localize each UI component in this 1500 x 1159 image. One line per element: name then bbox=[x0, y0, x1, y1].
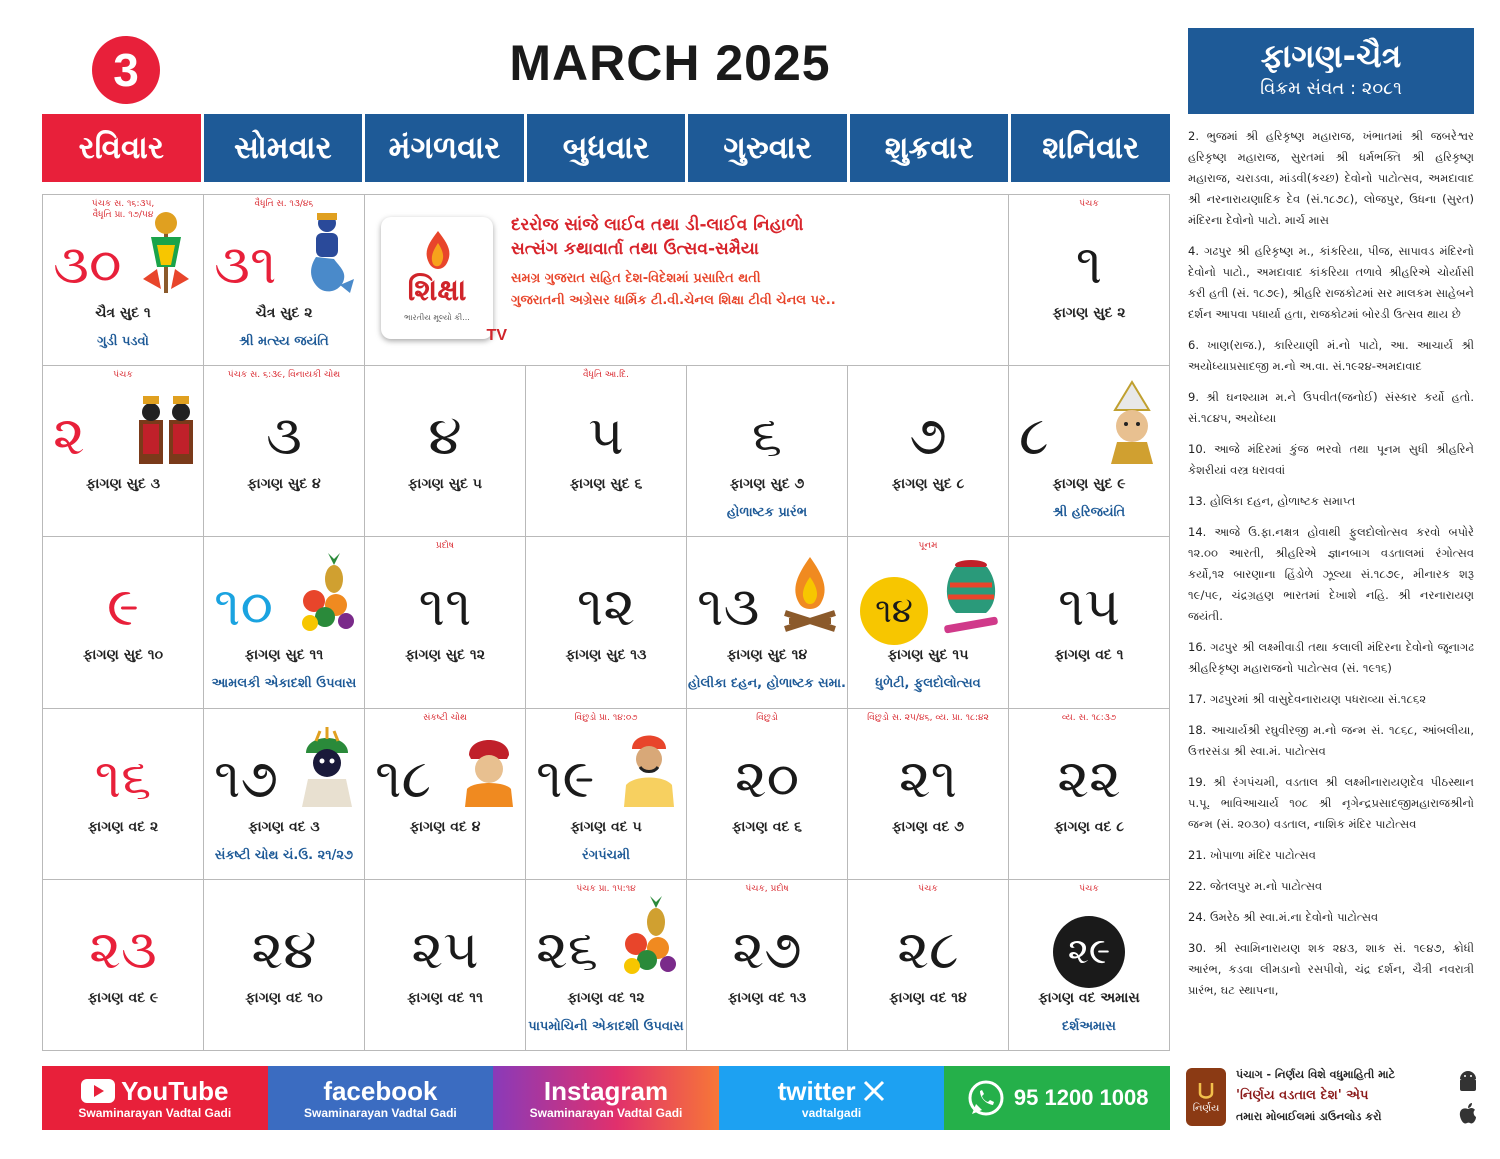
day-note: પંચક પ્રા. ૧૫:૧૪ bbox=[576, 883, 636, 894]
event-item: 17. ગઢપુરમાં શ્રી વાસુદેવનારાયણ પધરાવ્યા સં.૧૮૬૨ bbox=[1188, 692, 1427, 706]
promo-line-1: દરરોજ સાંજે લાઈવ તથા ડી-લાઈવ નિહાળો bbox=[511, 215, 804, 235]
shiksha-tagline: ભારતીય મૂલ્યો કી... bbox=[404, 313, 470, 322]
day-note: વ્ય. સ. ૧૮:૩૭ bbox=[1061, 712, 1117, 723]
day-number: ૧૭ bbox=[214, 746, 278, 810]
day-festival: રંગપંચમી bbox=[582, 847, 630, 863]
day-cell[interactable] bbox=[204, 537, 365, 708]
day-cell[interactable] bbox=[365, 709, 526, 880]
day-tithi: ફાગણ સુદ ૩ bbox=[85, 476, 161, 493]
day-tithi: ફાગણ વદ ૪ bbox=[409, 818, 481, 835]
day-number: ૫ bbox=[588, 404, 624, 468]
day-number: ૨૭ bbox=[732, 917, 802, 981]
deities-icon bbox=[137, 380, 195, 466]
day-cell[interactable] bbox=[1009, 195, 1170, 366]
day-note: વિંછુડો bbox=[756, 712, 778, 723]
portrait-icon bbox=[620, 723, 678, 809]
event-item: 4. ગઢપુર શ્રી હરિકૃષ્ણ મ., કાંકરિયા, પીજ, સાપાવડ મંદિરનો દેવોનો પાટો., અમદાવાદ કાંકરિયા તળાવે શ્રીહરિએ ચોર્યાસી કરી હતી (સં. ૧૮૭૯), શ્રીહરિ રાજકોટમાં સર માલકમ સાહેબને દર્શન આપવા પધાર્યા હતા, રાજકોટમાં બોરડી ઉત્સવ થાય છે bbox=[1188, 244, 1474, 321]
day-cell[interactable] bbox=[687, 366, 848, 537]
twitter-link[interactable] bbox=[719, 1066, 945, 1130]
day-note: વિંછુડો સ. ૨૫/૪૬, વ્ય. પ્રા. ૧૮:૪૨ bbox=[867, 712, 989, 723]
nirnay-emblem-icon bbox=[1197, 1081, 1215, 1103]
sidebar-subtitle: વિક્રમ સંવત : ૨૦૮૧ bbox=[1260, 78, 1402, 99]
day-number: ૧૫ bbox=[1058, 575, 1120, 639]
event-item: 22. જેતલપુર મ.નો પાટોત્સવ bbox=[1188, 879, 1323, 893]
day-festival: આમલકી એકાદશી ઉપવાસ bbox=[211, 676, 357, 692]
harikrishna-icon bbox=[1103, 380, 1161, 466]
day-tithi: ફાગણ સુદ ૮ bbox=[891, 476, 965, 493]
event-item: 19. શ્રી રંગપંચમી, વડતાલ શ્રી લક્ષ્મીનારાયણદેવ પીઠસ્થાન પ.પૂ. ભાવિઆચાર્ય ૧૦૮ શ્રી નૃગેન્દ્રપ્રસાદજીમહારાજશ્રીનો જન્મ (સં. ૨૦૩૦) વડતાલ, નાશિક મંદિર પાટોત્સવ bbox=[1188, 775, 1474, 831]
day-number: ૩૦ bbox=[53, 233, 122, 296]
day-number: ૩ bbox=[266, 404, 302, 468]
nirnay-app-logo[interactable] bbox=[1186, 1068, 1226, 1126]
whatsapp-link[interactable] bbox=[944, 1066, 1170, 1130]
day-number: ૨૩ bbox=[89, 917, 157, 981]
day-note: પંચક સ. ૬:૩૯, વિનાયકી ચોથ bbox=[227, 370, 341, 381]
day-number: ૨૫ bbox=[411, 917, 479, 981]
day-number: ૧૦ bbox=[214, 575, 273, 639]
day-note: પંચક સ. ૧૬:૩૫, વૈધૃતિ પ્રા. ૧૭/૫૪ bbox=[91, 199, 155, 220]
event-item: 9. શ્રી ઘનશ્યામ મ.ને ઉપવીત(જનોઈ) સંસ્કાર કર્યો હતો. સં.૧૮૪૫, અયોધ્યા bbox=[1188, 390, 1474, 425]
day-number: ૭ bbox=[909, 404, 947, 468]
day-cell[interactable] bbox=[204, 880, 365, 1051]
day-number: ૧૬ bbox=[94, 746, 152, 810]
bonfire-icon bbox=[781, 551, 839, 637]
event-item: 2. ભુજમાં શ્રી હરિકૃષ્ણ મહારાજ, ખંભાતમાં શ્રી જબરેશ્વર હરિકૃષ્ણ મહારાજ, સુરતમાં શ્રી ધર્મભક્તિ શ્રી હરિકૃષ્ણ મહારાજ, ચરાડવા, માંડવી(કચ્છ) દેવોનો પાટોત્સવ, અમદાવાદ શ્રી નરનારાયણાદિક દેવ (સં.૧૮૭૮), લોજપુર, ઉધના (સુરત) મંદિરના દેવોનો પાટો. માર્ચ માસ bbox=[1188, 129, 1474, 227]
event-item: 13. હોલિકા દહન, હોળાષ્ટક સમાપ્ત bbox=[1188, 494, 1356, 508]
day-note: પંચક bbox=[1079, 199, 1099, 209]
day-cell[interactable] bbox=[43, 195, 204, 366]
promo-line-2: સત્સંગ કથાવાર્તા તથા ઉત્સવ-સમૈયા bbox=[511, 239, 759, 259]
month-number-badge: 3 bbox=[92, 36, 160, 104]
day-tithi: ફાગણ સુદ ૨ bbox=[1052, 305, 1126, 321]
event-item: 6. ખાણ(રાજ.), કારિયાણી મં.નો પાટો, આ. આચાર્ય શ્રી અયોધ્યાપ્રસાદજી મ.નો અ.વા. સં.૧૯૨૪-અમદાવાદ bbox=[1188, 338, 1474, 373]
day-tithi: ફાગણ વદ ૧૨ bbox=[567, 989, 645, 1006]
day-cell[interactable] bbox=[365, 537, 526, 708]
sidebar-title: ફાગણ-ચૈત્ર bbox=[1260, 37, 1402, 75]
day-tithi: ફાગણ સુદ ૭ bbox=[729, 476, 805, 493]
day-tithi: ફાગણ સુદ ૧૧ bbox=[244, 647, 324, 664]
shiksha-brand: શિક્ષા bbox=[407, 273, 467, 308]
youtube-handle: Swaminarayan Vadtal Gadi bbox=[78, 1106, 232, 1120]
day-number: ૨ bbox=[53, 404, 85, 468]
day-cell[interactable] bbox=[526, 709, 687, 880]
day-festival: પાપમોચિની એકાદશી ઉપવાસ bbox=[528, 1018, 684, 1034]
weekday-tuesday: મંગળવાર bbox=[365, 114, 524, 182]
weekday-sunday: રવિવાર bbox=[42, 114, 201, 182]
day-number: ૧૯ bbox=[536, 746, 595, 810]
day-tithi: ફાગણ વદ ૭ bbox=[892, 818, 964, 835]
day-tithi: ફાગણ વદ ૧ bbox=[1054, 647, 1124, 664]
calendar-grid bbox=[42, 194, 1170, 1051]
day-tithi: ફાગણ સુદ ૫ bbox=[408, 476, 482, 493]
shiksha-tv-label: TV bbox=[486, 327, 507, 344]
youtube-link[interactable] bbox=[42, 1066, 268, 1130]
day-tithi: ફાગણ સુદ ૧૩ bbox=[565, 647, 647, 664]
day-tithi: ફાગણ સુદ ૬ bbox=[569, 476, 643, 493]
day-cell[interactable] bbox=[526, 880, 687, 1051]
day-cell[interactable] bbox=[687, 537, 848, 708]
day-tithi: ફાગણ વદ ૯ bbox=[87, 989, 159, 1006]
app-promo-line-1: પંચાગ - નિર્ણય વિશે વધુમાહિતી માટે bbox=[1236, 1068, 1396, 1081]
day-number: ૧૨ bbox=[576, 575, 636, 639]
day-tithi: ફાગણ સુદ ૯ bbox=[1052, 476, 1126, 493]
day-note: પૂનમ bbox=[918, 541, 938, 552]
event-item: 24. ઉમરેઠ શ્રી સ્વા.મં.ના દેવોનો પાટોત્સવ bbox=[1188, 910, 1379, 924]
gudi-icon bbox=[137, 209, 195, 295]
day-festival: ધુળેટી, ફુલદોલોત્સવ bbox=[875, 676, 981, 692]
shiksha-tv-logo bbox=[381, 217, 507, 344]
twitter-handle: vadtalgadi bbox=[801, 1106, 862, 1120]
pot-icon bbox=[942, 551, 1000, 637]
apple-icon[interactable] bbox=[1457, 1102, 1479, 1126]
day-tithi: ફાગણ સુદ ૧૨ bbox=[405, 647, 485, 664]
day-tithi: ચૈત્ર સુદ ૨ bbox=[255, 305, 313, 321]
day-tithi: ફાગણ સુદ ૪ bbox=[247, 476, 321, 493]
event-item: 21. ખોપાળા મંદિર પાટોત્સવ bbox=[1188, 848, 1316, 862]
flame-icon bbox=[421, 231, 455, 271]
day-note: વૈધૃતિ સ. ૧૩/૪૬ bbox=[254, 199, 314, 209]
day-cell[interactable] bbox=[687, 880, 848, 1051]
day-cell[interactable] bbox=[43, 880, 204, 1051]
day-tithi: ફાગણ વદ ૮ bbox=[1054, 818, 1124, 835]
event-item: 18. આચાર્યશ્રી રઘુવીરજી મ.નો જન્મ સં. ૧૮૬૮, આંબલીયા, ઉત્તરસંડા શ્રી સ્વા.મં. પાટોત્સવ bbox=[1188, 723, 1474, 758]
day-tithi: ફાગણ વદ ૨ bbox=[87, 818, 159, 835]
matsya-icon bbox=[298, 209, 356, 295]
saint-icon bbox=[459, 723, 517, 809]
day-cell[interactable] bbox=[848, 537, 1009, 708]
fruits-icon bbox=[620, 894, 678, 980]
day-note: પ્રદોષ bbox=[435, 541, 455, 552]
social-footer bbox=[42, 1066, 1170, 1130]
day-cell[interactable] bbox=[1009, 366, 1170, 537]
day-festival: દર્શઅમાસ bbox=[1062, 1018, 1116, 1034]
youtube-icon bbox=[81, 1079, 115, 1103]
facebook-link[interactable] bbox=[268, 1066, 494, 1130]
youtube-label: YouTube bbox=[121, 1076, 229, 1106]
events-list bbox=[1188, 126, 1474, 1011]
day-note: પંચક, પ્રદોષ bbox=[745, 883, 789, 894]
whatsapp-icon bbox=[966, 1078, 1006, 1118]
event-item: 14. આજે ઉ.ફા.નક્ષત્ર હોવાથી ફુલદોલોત્સવ કરવો બપોરે ૧૨.૦૦ આરતી, શ્રીહરિએ જ્ઞાનબાગ વડતાલમાં રંગોત્સવ કર્યો,૧૨ બારણાના હિંડોળે ઝૂલ્યા સં.૧૮૭૯, મીનારક શરૂ ૧૯/૫૯, ચંદ્રગ્રહણ ભારતમાં દેખાશે નહિ. શ્રી નરનારાયણ જયંતી. bbox=[1188, 525, 1474, 623]
day-number: ૬ bbox=[751, 404, 783, 468]
day-number: ૮ bbox=[1019, 404, 1049, 468]
day-number: ૩૧ bbox=[214, 233, 277, 296]
weekday-monday: સોમવાર bbox=[204, 114, 363, 182]
day-number-highlight: ૧૪ bbox=[860, 577, 928, 645]
x-logo-icon bbox=[862, 1079, 886, 1103]
day-festival: શ્રી હરિજયંતિ bbox=[1052, 505, 1126, 521]
day-tithi: ફાગણ વદ ૧૩ bbox=[727, 989, 807, 1006]
event-item: 30. શ્રી સ્વામિનારાયણ શક ૨૪૩, શાક સં. ૧૯૪૭, ક્રોધી આરંભ, કડવા લીમડાનો રસપીવો, ચંદ્ર દર્શન, ચૈત્રી નવરાત્રી પ્રારંભ, ઘટ સ્થાપના, bbox=[1188, 941, 1474, 997]
day-tithi: ફાગણ વદ ૫ bbox=[570, 818, 642, 835]
app-promo-line-3: તમારા મોબાઈલમાં ડાઉનલોડ કરો bbox=[1236, 1110, 1382, 1123]
day-cell[interactable] bbox=[1009, 709, 1170, 880]
day-cell[interactable] bbox=[848, 880, 1009, 1051]
day-tithi: ફાગણ વદ ૧૧ bbox=[407, 989, 483, 1006]
day-note: પંચક bbox=[113, 370, 133, 381]
day-number: ૧૧ bbox=[418, 575, 472, 639]
instagram-label: Instagram bbox=[543, 1076, 669, 1106]
day-cell[interactable] bbox=[43, 537, 204, 708]
day-tithi: ચૈત્ર સુદ ૧ bbox=[95, 305, 151, 321]
weekday-friday: શુક્રવાર bbox=[850, 114, 1009, 182]
promo-line-3: સમગ્ર ગુજરાત સહિત દેશ-વિદેશમાં પ્રસારિત થતી bbox=[511, 271, 761, 286]
shiksha-tv-promo bbox=[365, 195, 1009, 366]
day-note: વિંછુડો પ્રા. ૧૪:૦૭ bbox=[574, 712, 638, 723]
day-tithi: ફાગણ સુદ ૧૪ bbox=[726, 647, 808, 664]
day-number: ૨૪ bbox=[251, 917, 317, 981]
weekday-wednesday: બુધવાર bbox=[527, 114, 686, 182]
day-number: ૯ bbox=[107, 575, 139, 639]
day-tithi: ફાગણ સુદ ૧૦ bbox=[82, 647, 164, 664]
day-tithi: ફાગણ સુદ ૧૫ bbox=[887, 647, 969, 664]
day-note: સંકષ્ટી ચોથ bbox=[423, 712, 467, 723]
day-cell[interactable] bbox=[365, 880, 526, 1051]
facebook-handle: Swaminarayan Vadtal Gadi bbox=[304, 1106, 457, 1120]
weekday-thursday: ગુરુવાર bbox=[688, 114, 847, 182]
android-icon[interactable] bbox=[1457, 1070, 1479, 1094]
day-festival: સંકષ્ટી ચોથ ચં.ઉ. ૨૧/૨૭ bbox=[214, 847, 354, 863]
day-number: ૨૦ bbox=[734, 746, 800, 810]
promo-line-4: ગુજરાતની અગ્રેસર ધાર્મિક ટી.વી.ચેનલ શિક્ષા ટીવી ચેનલ પર.. bbox=[511, 293, 836, 308]
sidebar-header bbox=[1188, 28, 1474, 114]
day-cell[interactable] bbox=[848, 366, 1009, 537]
month-title: MARCH 2025 bbox=[509, 35, 831, 91]
day-number: ૨૨ bbox=[1057, 746, 1121, 810]
day-festival: હોલીકા દહન, હોળાષ્ટક સમા. bbox=[688, 676, 846, 692]
day-tithi: ફાગણ વદ ૩ bbox=[248, 818, 320, 835]
day-cell[interactable] bbox=[204, 709, 365, 880]
day-cell[interactable] bbox=[848, 709, 1009, 880]
nirnay-logo-text: નિર્ણય bbox=[1192, 1102, 1220, 1114]
day-number-amas: ૨૯ bbox=[1053, 916, 1125, 988]
twitter-label: twitter bbox=[777, 1076, 856, 1106]
instagram-link[interactable] bbox=[493, 1066, 719, 1130]
day-cell[interactable] bbox=[43, 709, 204, 880]
day-tithi: ફાગણ વદ ૬ bbox=[732, 818, 802, 835]
day-cell[interactable] bbox=[204, 195, 365, 366]
facebook-label: facebook bbox=[323, 1076, 438, 1106]
day-festival: ગુડી પડવો bbox=[97, 334, 149, 349]
day-tithi: ફાગણ વદ ૧૦ bbox=[245, 989, 323, 1006]
day-cell[interactable] bbox=[1009, 537, 1170, 708]
day-number: ૧૩ bbox=[697, 575, 760, 639]
day-festival: હોળાષ્ટક પ્રારંભ bbox=[726, 505, 808, 521]
day-number: ૪ bbox=[428, 404, 462, 468]
day-cell[interactable] bbox=[204, 366, 365, 537]
day-tithi: ફાગણ વદ અમાસ bbox=[1038, 989, 1140, 1006]
day-cell[interactable] bbox=[365, 366, 526, 537]
day-note: વૈધૃતિ આ.દિ. bbox=[582, 370, 630, 381]
whatsapp-number: 95 1200 1008 bbox=[1013, 1085, 1149, 1110]
day-cell[interactable] bbox=[687, 709, 848, 880]
day-note: પંચક bbox=[918, 883, 938, 894]
app-promo-line-2: 'નિર્ણય વડતાલ દેશ' એપ bbox=[1236, 1088, 1369, 1103]
day-tithi: ફાગણ વદ ૧૪ bbox=[889, 989, 967, 1006]
event-item: 10. આજે મંદિરમાં કુંજ ભરવો તથા પૂનમ સુધી શ્રીહરિને કેશરીયાં વસ્ત્ર ધરાવવાં bbox=[1188, 442, 1474, 477]
fruits-icon bbox=[298, 551, 356, 637]
event-item: 16. ગઢપુર શ્રી લક્ષ્મીવાડી તથા કલાલી મંદિરના દેવોનો જૂનાગઢ શ્રીહરિકૃષ્ણ મહારાજનો પાટોત્સવ (સં. ૧૯૧૬) bbox=[1188, 640, 1474, 675]
nirnay-app-promo bbox=[1236, 1064, 1448, 1127]
day-number: ૧ bbox=[1075, 233, 1103, 296]
day-cell[interactable] bbox=[526, 366, 687, 537]
day-note: પંચક bbox=[1079, 883, 1099, 894]
instagram-handle: Swaminarayan Vadtal Gadi bbox=[529, 1106, 683, 1120]
day-number: ૧૮ bbox=[375, 746, 432, 810]
store-icons bbox=[1454, 1066, 1482, 1130]
day-number: ૨૮ bbox=[897, 917, 959, 981]
deity-icon bbox=[298, 723, 356, 809]
weekday-saturday: શનિવાર bbox=[1011, 114, 1170, 182]
day-cell[interactable] bbox=[1009, 880, 1170, 1051]
day-cell[interactable] bbox=[526, 537, 687, 708]
day-cell[interactable] bbox=[43, 366, 204, 537]
day-festival: શ્રી મત્સ્ય જયંતિ bbox=[239, 334, 329, 349]
day-number: ૨૬ bbox=[536, 917, 598, 981]
day-number: ૨૧ bbox=[898, 746, 958, 810]
weekday-header-row bbox=[42, 114, 1170, 182]
